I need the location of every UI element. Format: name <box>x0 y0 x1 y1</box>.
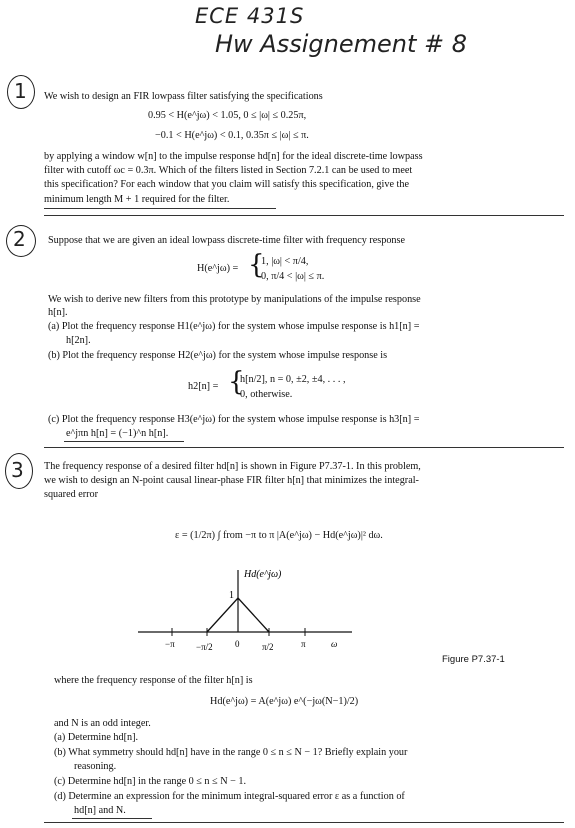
problem-2-part-b: (b) Plot the frequency response H2(e^jω) for the system whose impulse response is <box>48 350 388 361</box>
figure-ylabel: Hd(e^jω) <box>244 569 282 580</box>
problem-2-h2-case-1: h[n/2], n = 0, ±2, ±4, . . . , <box>240 374 346 385</box>
problem-3-mid-line: where the frequency response of the filter h[n] is <box>54 675 253 686</box>
tick-label-zero: 0 <box>235 639 240 649</box>
problem-3-number: 3 <box>11 458 24 482</box>
problem-3-part-a: (a) Determine hd[n]. <box>54 732 139 743</box>
problem-3-part-d-cont: hd[n] and N. <box>74 805 126 816</box>
problem-2-h-case-1: 1, |ω| < π/4, <box>261 256 309 267</box>
problem-2-brace-2: { <box>228 367 245 397</box>
problem-3-error-equation: ε = (1/2π) ∫ from −π to π |A(e^jω) − Hd(e^jω)|² dω. <box>175 530 383 541</box>
divider-1 <box>44 215 564 216</box>
problem-1-line-3: this specification? For each window that you claim will satisfy this specification, give the <box>44 179 409 190</box>
problem-3-line-3: squared error <box>44 489 99 500</box>
figure-peak-label: 1 <box>229 590 234 601</box>
problem-2-intro: Suppose that we are given an ideal lowpass discrete-time filter with frequency response <box>48 235 406 246</box>
problem-3-hd-equation: Hd(e^jω) = A(e^jω) e^(−jω(N−1)/2) <box>210 696 359 707</box>
problem-2-brace: { <box>248 250 265 280</box>
problem-2-part-a-cont: h[2n]. <box>66 335 91 346</box>
axis-label-omega: ω <box>331 639 338 649</box>
divider-2 <box>44 447 564 448</box>
tick-label-half-pi: π/2 <box>262 642 274 652</box>
problem-1-spec-2: −0.1 < H(e^jω) < 0.1, 0.35π ≤ |ω| ≤ π. <box>155 130 309 141</box>
problem-1-line-2: filter with cutoff ωc = 0.3π. Which of the filters listed in Section 7.2.1 can be used to meet <box>44 165 413 176</box>
problem-1-underline <box>44 208 276 209</box>
problem-3-line-1: The frequency response of a desired filter hd[n] is shown in Figure P7.37-1. In this problem, <box>44 461 421 472</box>
problem-2-part-c-cont: e^jπn h[n] = (−1)^n h[n]. <box>66 428 169 439</box>
problem-3-underline <box>72 818 152 819</box>
problem-3-part-b-cont: reasoning. <box>74 761 117 772</box>
tick-label-neg-half-pi: −π/2 <box>196 642 213 652</box>
problem-2-h2-case-2: 0, otherwise. <box>240 389 293 400</box>
problem-3-part-c: (c) Determine hd[n] in the range 0 ≤ n ≤ N − 1. <box>54 776 247 787</box>
problem-1-intro: We wish to design an FIR lowpass filter satisfying the specifications <box>44 91 323 102</box>
tick-label-neg-pi: −π <box>165 639 175 649</box>
problem-2-h-lhs: H(e^jω) = <box>197 263 239 274</box>
problem-3-part-b: (b) What symmetry should hd[n] have in the range 0 ≤ n ≤ N − 1? Briefly explain your <box>54 747 408 758</box>
problem-1-spec-1: 0.95 < H(e^jω) < 1.05, 0 ≤ |ω| ≤ 0.25π, <box>148 110 307 121</box>
problem-3-part-d: (d) Determine an expression for the minimum integral-squared error ε as a function of <box>54 791 405 802</box>
course-title: ECE 431S <box>195 4 305 28</box>
divider-3 <box>44 822 564 823</box>
problem-1-line-1: by applying a window w[n] to the impulse response hd[n] for the ideal discrete-time lowpass <box>44 151 423 162</box>
figure-caption: Figure P7.37-1 <box>442 654 505 665</box>
problem-3-end-line-1: and N is an odd integer. <box>54 718 151 729</box>
problem-2-h-case-2: 0, π/4 < |ω| ≤ π. <box>261 271 325 282</box>
problem-2-line-2: h[n]. <box>48 307 68 318</box>
problem-1-number: 1 <box>14 79 27 103</box>
problem-3-line-2: we wish to design an N-point causal linear-phase FIR filter h[n] that minimizes the integral- <box>44 475 419 486</box>
problem-2-number: 2 <box>13 227 26 251</box>
problem-2-part-a: (a) Plot the frequency response H1(e^jω) for the system whose impulse response is h1[n] = <box>48 321 420 332</box>
problem-1-line-4: minimum length M + 1 required for the filter. <box>44 194 230 205</box>
problem-2-part-c: (c) Plot the frequency response H3(e^jω) for the system whose impulse response is h3[n] = <box>48 414 420 425</box>
problem-2-h2-lhs: h2[n] = <box>188 381 219 392</box>
problem-2-line-1: We wish to derive new filters from this prototype by manipulations of the impulse response <box>48 294 421 305</box>
tick-label-pi: π <box>301 639 306 649</box>
problem-2-underline <box>64 441 184 442</box>
assignment-title: Hw Assignement # 8 <box>215 30 468 58</box>
